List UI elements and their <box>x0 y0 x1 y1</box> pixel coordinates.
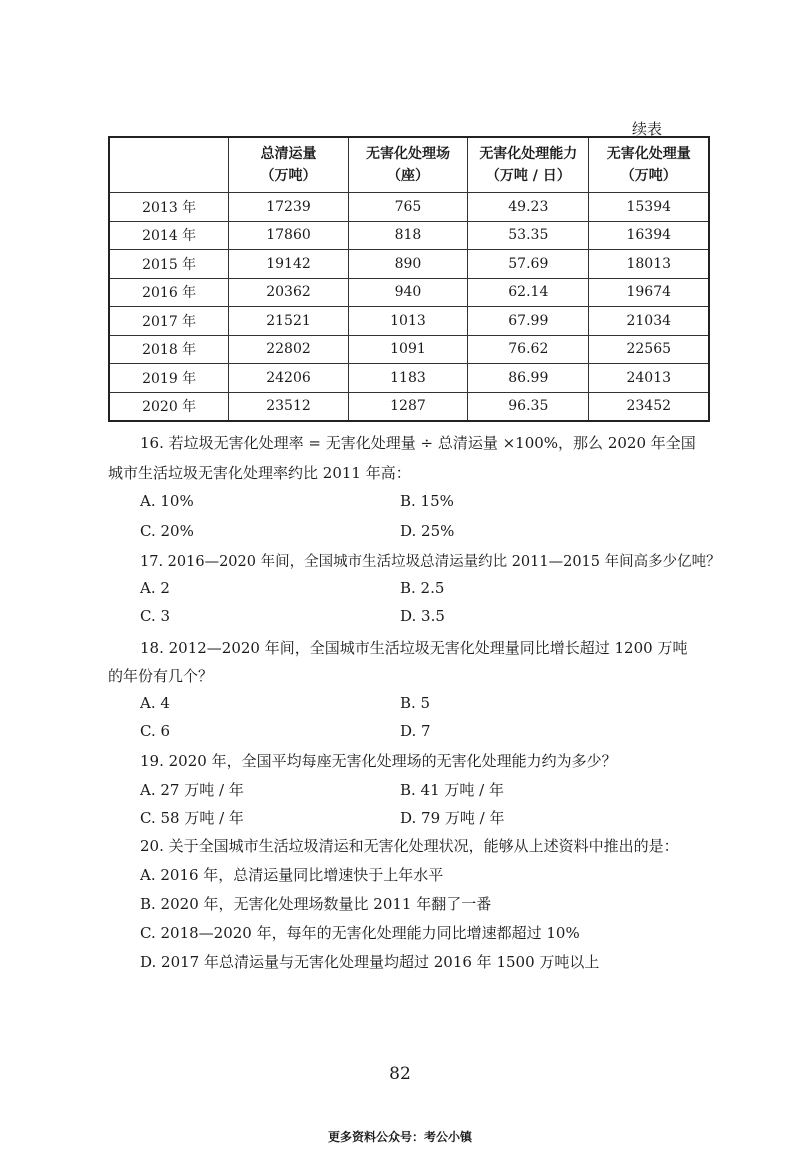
question-17-option-c: C. 3 <box>140 607 171 625</box>
question-20-option-d: D. 2017 年总清运量与无害化处理量均超过 2016 年 1500 万吨以上 <box>140 953 600 971</box>
data-table <box>108 136 710 422</box>
question-18-option-c: C. 6 <box>140 722 171 740</box>
question-20-option-a: A. 2016 年，总清运量同比增速快于上年水平 <box>140 866 444 884</box>
table-row <box>109 307 709 336</box>
header-cell-treatment-plants: 无害化处理场 （座） <box>348 137 467 193</box>
table-cell: 24013 <box>589 364 709 393</box>
question-17-stem: 17. 2016—2020 年间，全国城市生活垃圾总清运量约比 2011—2015 年间高多少亿吨？ <box>140 554 721 570</box>
table-cell: 2013 年 <box>109 193 229 222</box>
table-cell: 1013 <box>348 307 467 336</box>
table-row <box>109 278 709 307</box>
question-16-option-d: D. 25% <box>400 522 455 540</box>
table-cell: 53.35 <box>468 221 589 250</box>
header-cell-treatment-volume: 无害化处理量 （万吨） <box>589 137 709 193</box>
table-cell: 2014 年 <box>109 221 229 250</box>
table-row <box>109 335 709 364</box>
question-19-option-d: D. 79 万吨 / 年 <box>400 809 505 827</box>
table-cell: 18013 <box>589 250 709 279</box>
table-cell: 2019 年 <box>109 364 229 393</box>
question-18-option-d: D. 7 <box>400 722 431 740</box>
table-cell: 23452 <box>589 392 709 421</box>
table-cell: 67.99 <box>468 307 589 336</box>
table-cell: 890 <box>348 250 467 279</box>
table-cell: 19674 <box>589 278 709 307</box>
table-cell: 49.23 <box>468 193 589 222</box>
table-cell: 21034 <box>589 307 709 336</box>
question-19-option-c: C. 58 万吨 / 年 <box>140 809 244 827</box>
header-cell-blank <box>109 137 229 193</box>
question-17-option-d: D. 3.5 <box>400 607 445 625</box>
table-cell: 2018 年 <box>109 335 229 364</box>
table-row <box>109 392 709 421</box>
table-cell: 1287 <box>348 392 467 421</box>
table-cell: 22565 <box>589 335 709 364</box>
question-20-option-b: B. 2020 年，无害化处理场数量比 2011 年翻了一番 <box>140 895 492 913</box>
table-cell: 19142 <box>229 250 348 279</box>
table-header-row <box>109 137 709 193</box>
question-17-option-a: A. 2 <box>140 579 170 597</box>
table-cell: 20362 <box>229 278 348 307</box>
table-cell: 62.14 <box>468 278 589 307</box>
table-cell: 15394 <box>589 193 709 222</box>
table-cell: 23512 <box>229 392 348 421</box>
table-row <box>109 364 709 393</box>
table-cell: 17860 <box>229 221 348 250</box>
table-cell: 17239 <box>229 193 348 222</box>
question-20-option-c: C. 2018—2020 年，每年的无害化处理能力同比增速都超过 10% <box>140 924 580 942</box>
table-cell: 16394 <box>589 221 709 250</box>
question-16-stem-line-2: 城市生活垃圾无害化处理率约比 2011 年高： <box>108 464 411 482</box>
question-16-stem-line-1: 16. 若垃圾无害化处理率 = 无害化处理量 ÷ 总清运量 ×100%，那么 2020 年全国 <box>140 434 696 452</box>
table-cell: 22802 <box>229 335 348 364</box>
table-cell: 76.62 <box>468 335 589 364</box>
header-cell-total-collection: 总清运量 （万吨） <box>229 137 348 193</box>
table-cell: 24206 <box>229 364 348 393</box>
question-19-option-a: A. 27 万吨 / 年 <box>140 781 244 799</box>
question-19-stem: 19. 2020 年，全国平均每座无害化处理场的无害化处理能力约为多少？ <box>140 752 617 770</box>
question-18-stem-line-2: 的年份有几个？ <box>108 667 214 685</box>
table-cell: 1183 <box>348 364 467 393</box>
question-17-option-b: B. 2.5 <box>400 579 445 597</box>
question-18-stem-line-1: 18. 2012—2020 年间，全国城市生活垃圾无害化处理量同比增长超过 1200 万吨 <box>140 639 688 657</box>
question-19-option-b: B. 41 万吨 / 年 <box>400 781 505 799</box>
table-row <box>109 193 709 222</box>
table-cell: 940 <box>348 278 467 307</box>
question-20-stem: 20. 关于全国城市生活垃圾清运和无害化处理状况，能够从上述资料中推出的是： <box>140 837 679 855</box>
table-row <box>109 250 709 279</box>
table-cell: 1091 <box>348 335 467 364</box>
table-cell: 86.99 <box>468 364 589 393</box>
question-18-option-b: B. 5 <box>400 694 431 712</box>
table-cell: 57.69 <box>468 250 589 279</box>
table-cell: 765 <box>348 193 467 222</box>
table-cell: 818 <box>348 221 467 250</box>
question-16-option-c: C. 20% <box>140 522 194 540</box>
continuation-label: 续表 <box>632 120 663 138</box>
question-16-option-b: B. 15% <box>400 492 454 510</box>
page-number: 82 <box>389 1064 411 1084</box>
table-cell: 2015 年 <box>109 250 229 279</box>
table-cell: 21521 <box>229 307 348 336</box>
table-cell: 2017 年 <box>109 307 229 336</box>
table-cell: 2016 年 <box>109 278 229 307</box>
footer-note: 更多资料公众号：考公小镇 <box>327 1130 472 1144</box>
question-18-option-a: A. 4 <box>140 694 170 712</box>
table-cell: 96.35 <box>468 392 589 421</box>
table-cell: 2020 年 <box>109 392 229 421</box>
header-cell-treatment-capacity: 无害化处理能力 （万吨 / 日） <box>468 137 589 193</box>
table-row <box>109 221 709 250</box>
question-16-option-a: A. 10% <box>140 492 194 510</box>
